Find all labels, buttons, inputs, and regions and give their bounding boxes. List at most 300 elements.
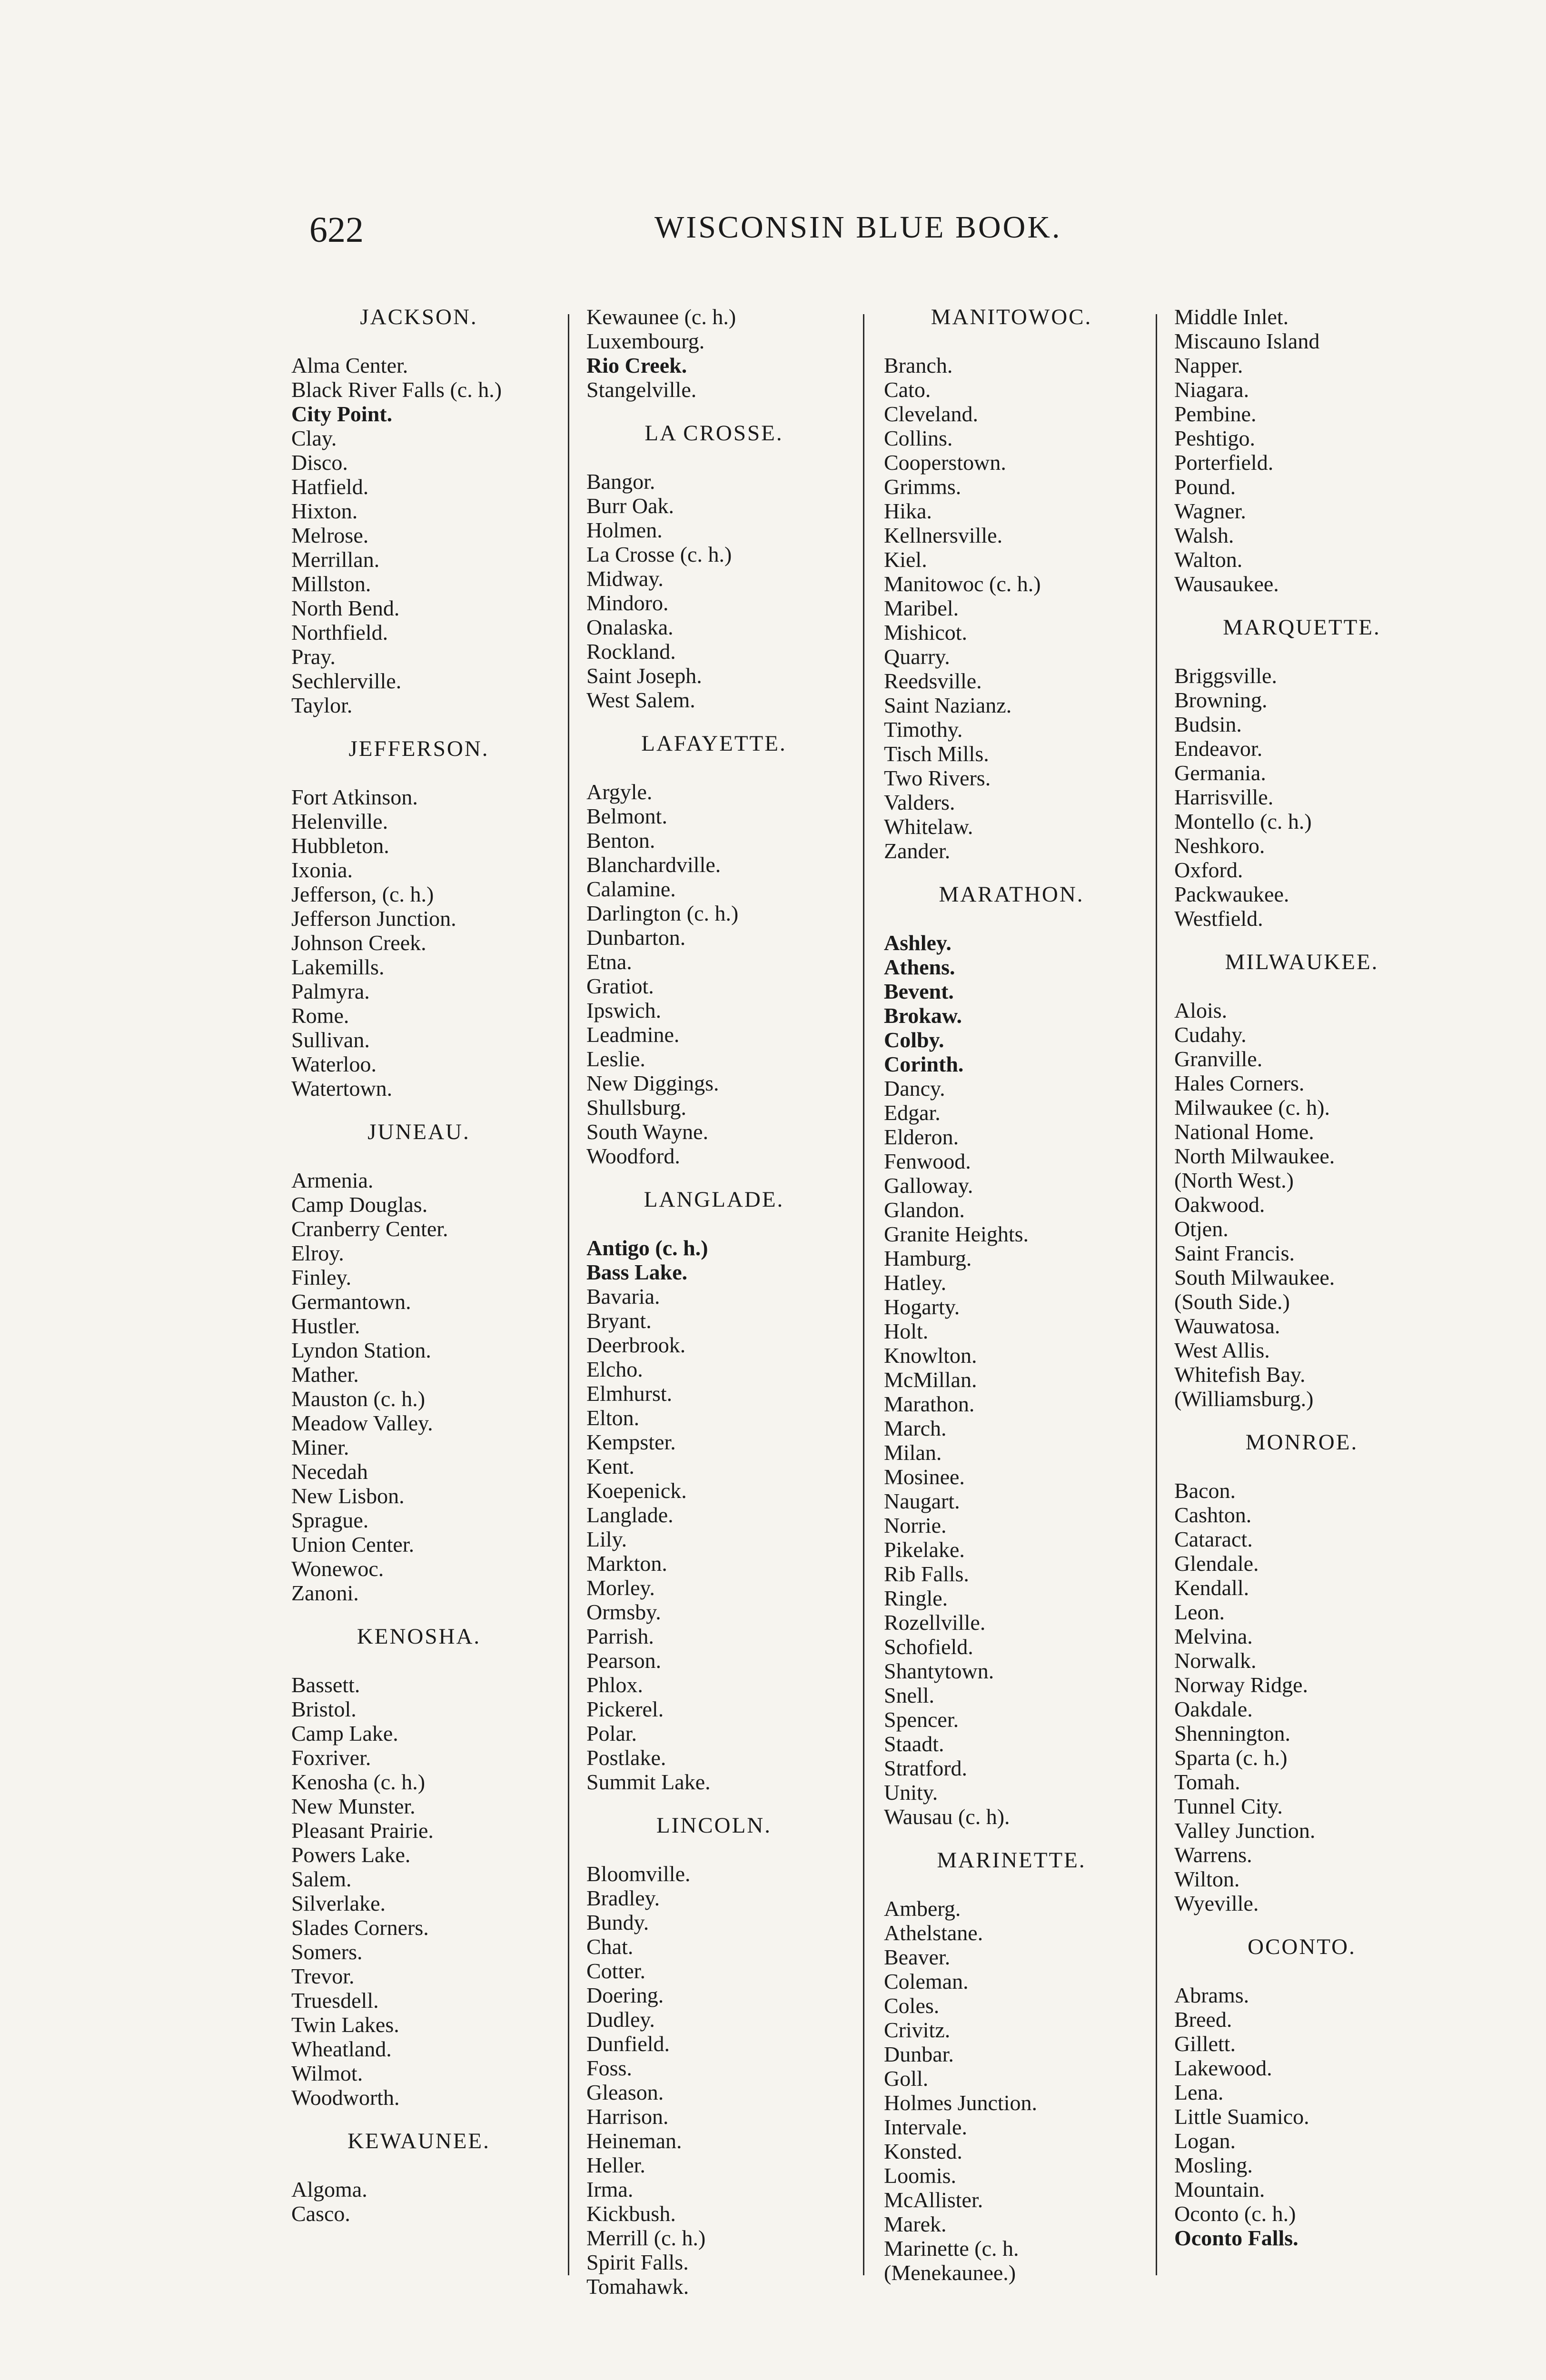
town-entry: Clay. [291, 426, 337, 450]
town-entry: Athens. [884, 955, 955, 979]
town-entry: Argyle. [586, 780, 653, 804]
town-list [286, 785, 566, 1101]
town-entry: Galloway. [884, 1173, 973, 1198]
town-entry: Heller. [586, 2153, 645, 2177]
town-entry: Oconto Falls. [1174, 2226, 1298, 2250]
town-entry: Tomahawk. [586, 2274, 689, 2299]
town-entry: Oxford. [1174, 858, 1243, 882]
town-entry: Marek. [884, 2212, 947, 2236]
town-entry: Cato. [884, 377, 931, 402]
county-heading: LA CROSSE. [644, 421, 783, 446]
town-entry: Melvina. [1174, 1624, 1253, 1648]
town-entry: Granville. [1174, 1047, 1263, 1071]
town-list [1169, 998, 1449, 1411]
town-list [581, 469, 862, 712]
town-entry: Quarry. [884, 645, 950, 669]
town-entry: Leslie. [586, 1047, 645, 1071]
county-heading: LAFAYETTE. [641, 731, 787, 756]
town-entry: Alma Center. [291, 353, 408, 377]
town-entry: Bavaria. [586, 1284, 660, 1309]
county-section [581, 1187, 862, 1794]
town-entry: Tisch Mills. [884, 742, 989, 766]
town-entry: Bassett. [291, 1673, 360, 1697]
town-entry: Pound. [1174, 475, 1236, 499]
town-entry: Brokaw. [884, 1003, 962, 1028]
town-entry: Norwalk. [1174, 1648, 1257, 1673]
town-entry: Antigo (c. h.) [586, 1236, 708, 1260]
town-list [581, 1236, 862, 1794]
town-entry: Lena. [1174, 2080, 1224, 2104]
town-entry: New Munster. [291, 1794, 416, 1818]
county-heading: JEFFERSON. [348, 736, 489, 761]
town-entry: Sparta (c. h.) [1174, 1745, 1288, 1770]
county-heading: JACKSON. [360, 305, 478, 329]
town-entry: Colby. [884, 1028, 944, 1052]
town-entry: Kent. [586, 1454, 634, 1478]
town-entry: Hatley. [884, 1270, 947, 1295]
county-section [1169, 950, 1449, 1411]
town-entry: Norway Ridge. [1174, 1673, 1308, 1697]
town-entry: Napper. [1174, 353, 1243, 377]
town-entry: Wausau (c. h). [884, 1805, 1010, 1829]
town-entry: Powers Lake. [291, 1843, 411, 1867]
town-entry: Irma. [586, 2177, 634, 2202]
town-entry: Bundy. [586, 1910, 649, 1934]
town-entry: Granite Heights. [884, 1222, 1029, 1246]
town-entry: Staadt. [884, 1732, 944, 1756]
town-entry: Corinth. [884, 1052, 964, 1076]
town-entry: Cudahy. [1174, 1022, 1247, 1047]
town-entry: Cranberry Center. [291, 1217, 448, 1241]
town-entry: Wyeville. [1174, 1891, 1259, 1915]
town-entry: Spirit Falls. [586, 2250, 689, 2274]
town-entry: Leadmine. [586, 1022, 680, 1047]
town-entry: Salem. [291, 1867, 352, 1891]
town-entry: South Milwaukee. [1174, 1265, 1335, 1289]
town-entry: Disco. [291, 450, 348, 475]
town-entry: Finley. [291, 1265, 352, 1289]
town-list [878, 353, 1159, 863]
town-entry: Taylor. [291, 693, 353, 717]
town-entry: Schofield. [884, 1635, 973, 1659]
town-entry: Unity. [884, 1780, 938, 1805]
town-entry: Whitefish Bay. [1174, 1362, 1306, 1387]
town-entry: Valley Junction. [1174, 1818, 1316, 1843]
town-list [878, 931, 1159, 1829]
county-section [286, 305, 566, 717]
town-entry: Middle Inlet. [1174, 305, 1289, 329]
town-entry: Manitowoc (c. h.) [884, 572, 1041, 596]
town-entry: Elmhurst. [586, 1381, 673, 1406]
town-entry: Zanoni. [291, 1581, 359, 1605]
county-heading: LINCOLN. [656, 1813, 772, 1838]
town-entry: Branch. [884, 353, 953, 377]
town-entry: Briggsville. [1174, 664, 1277, 688]
town-entry: West Allis. [1174, 1338, 1270, 1362]
town-entry: Lily. [586, 1527, 627, 1551]
town-entry: (South Side.) [1174, 1289, 1290, 1314]
town-entry: Goll. [884, 2066, 929, 2091]
town-entry: Crivitz. [884, 2018, 951, 2042]
town-entry: Sprague. [291, 1508, 369, 1532]
town-entry: Wonewoc. [291, 1557, 384, 1581]
town-entry: Twin Lakes. [291, 2013, 399, 2037]
town-entry: Bryant. [586, 1309, 652, 1333]
town-entry: Kewaunee (c. h.) [586, 305, 736, 329]
town-entry: (Williamsburg.) [1174, 1387, 1314, 1411]
county-section [286, 2129, 566, 2226]
town-entry: Bloomville. [586, 1862, 691, 1886]
town-entry: Pleasant Prairie. [291, 1818, 434, 1843]
town-entry: West Salem. [586, 688, 695, 712]
town-entry: Grimms. [884, 475, 961, 499]
town-entry: Kellnersville. [884, 523, 1003, 547]
town-entry: Jefferson Junction. [291, 906, 456, 931]
town-entry: Walsh. [1174, 523, 1234, 547]
page-number: 622 [309, 210, 364, 250]
town-entry: Deerbrook. [586, 1333, 686, 1357]
town-entry: Milwaukee (c. h). [1174, 1095, 1330, 1120]
town-entry: Holt. [884, 1319, 929, 1343]
town-entry: Belmont. [586, 804, 667, 828]
town-list [1169, 1478, 1449, 1915]
town-entry: Hustler. [291, 1314, 360, 1338]
town-entry: Waterloo. [291, 1052, 377, 1076]
town-entry: Coles. [884, 1993, 940, 2018]
town-list [286, 353, 566, 717]
town-entry: Alois. [1174, 998, 1228, 1022]
town-entry: Zander. [884, 839, 951, 863]
town-entry: Otjen. [1174, 1217, 1229, 1241]
town-entry: Milan. [884, 1440, 942, 1465]
town-entry: Mindoro. [586, 591, 669, 615]
town-entry: Rome. [291, 1003, 349, 1028]
town-list [878, 1896, 1159, 2285]
town-entry: Pray. [291, 645, 336, 669]
town-entry: Tomah. [1174, 1770, 1240, 1794]
town-entry: Camp Lake. [291, 1721, 398, 1745]
town-entry: Necedah [291, 1459, 368, 1484]
town-entry: Ixonia. [291, 858, 353, 882]
county-heading: KENOSHA. [357, 1624, 481, 1649]
town-entry: Snell. [884, 1683, 935, 1707]
town-entry: Ashley. [884, 931, 951, 955]
town-entry: Doering. [586, 1983, 664, 2007]
town-entry: Pickerel. [586, 1697, 664, 1721]
town-entry: Miner. [291, 1435, 349, 1459]
town-entry: Wilmot. [291, 2061, 363, 2085]
town-entry: Bacon. [1174, 1478, 1236, 1503]
county-section [286, 1120, 566, 1605]
town-entry: Postlake. [586, 1745, 666, 1770]
town-entry: Etna. [586, 950, 632, 974]
town-entry: Oakdale. [1174, 1697, 1253, 1721]
town-entry: Blanchardville. [586, 853, 721, 877]
town-entry: Shullsburg. [586, 1095, 687, 1120]
town-entry: Wheatland. [291, 2037, 392, 2061]
town-entry: Dunbar. [884, 2042, 954, 2066]
town-entry: Kendall. [1174, 1576, 1249, 1600]
town-entry: South Wayne. [586, 1120, 709, 1144]
town-entry: Neshkoro. [1174, 833, 1265, 858]
county-heading: MANITOWOC. [931, 305, 1092, 329]
town-entry: Pearson. [586, 1648, 662, 1673]
town-entry: Jefferson, (c. h.) [291, 882, 434, 906]
town-entry: Wagner. [1174, 499, 1246, 523]
town-entry: Two Rivers. [884, 766, 991, 790]
town-entry: Hatfield. [291, 475, 369, 499]
town-entry: Loomis. [884, 2163, 957, 2188]
town-entry: Hika. [884, 499, 932, 523]
town-list [581, 1862, 862, 2299]
town-entry: Elcho. [586, 1357, 643, 1381]
town-entry: Merrillan. [291, 547, 380, 572]
town-entry: Johnson Creek. [291, 931, 426, 955]
town-entry: Kickbush. [586, 2202, 676, 2226]
county-section [581, 421, 862, 712]
town-entry: Onalaska. [586, 615, 674, 639]
town-entry: Elroy. [291, 1241, 344, 1265]
town-entry: Cataract. [1174, 1527, 1253, 1551]
town-entry: Meadow Valley. [291, 1411, 433, 1435]
town-entry: Kempster. [586, 1430, 676, 1454]
town-entry: (North West.) [1174, 1168, 1294, 1192]
town-entry: Bevent. [884, 979, 954, 1003]
town-list [1169, 1983, 1449, 2250]
town-entry: Millston. [291, 572, 371, 596]
town-entry: Markton. [586, 1551, 667, 1576]
town-entry: North Milwaukee. [1174, 1144, 1335, 1168]
page-header [309, 209, 1119, 262]
town-entry: Miscauno Island [1174, 329, 1320, 353]
town-entry: Mosinee. [884, 1465, 965, 1489]
town-entry: Pikelake. [884, 1537, 965, 1562]
town-entry: Saint Nazianz. [884, 693, 1012, 717]
county-heading: MARQUETTE. [1223, 615, 1381, 640]
town-entry: Ormsby. [586, 1600, 661, 1624]
town-entry: Valders. [884, 790, 955, 814]
town-entry: Lakewood. [1174, 2056, 1272, 2080]
town-entry: Knowlton. [884, 1343, 977, 1368]
town-entry: Budsin. [1174, 712, 1242, 736]
town-entry: Cotter. [586, 1959, 645, 1983]
town-entry: Marinette (c. h. [884, 2236, 1019, 2261]
town-entry: Sullivan. [291, 1028, 370, 1052]
town-entry: Browning. [1174, 688, 1268, 712]
town-entry: Trevor. [291, 1964, 355, 1988]
town-entry: Foxriver. [291, 1745, 371, 1770]
town-entry: Hogarty. [884, 1295, 960, 1319]
county-section [286, 1624, 566, 2110]
town-entry: Kiel. [884, 547, 927, 572]
town-list [1169, 305, 1449, 596]
town-entry: Bradley. [586, 1886, 660, 1910]
town-entry: Walton. [1174, 547, 1243, 572]
town-entry: Rio Creek. [586, 353, 687, 377]
town-entry: Packwaukee. [1174, 882, 1289, 906]
town-entry: Abrams. [1174, 1983, 1249, 2007]
town-entry: Luxembourg. [586, 329, 705, 353]
town-entry: Cashton. [1174, 1503, 1252, 1527]
town-entry: Hamburg. [884, 1246, 972, 1270]
town-list [286, 2177, 566, 2226]
town-entry: Logan. [1174, 2129, 1236, 2153]
town-entry: Koepenick. [586, 1478, 687, 1503]
town-entry: Hales Corners. [1174, 1071, 1305, 1095]
town-list [1169, 664, 1449, 931]
town-entry: Armenia. [291, 1168, 374, 1192]
town-entry: Elton. [586, 1406, 640, 1430]
town-entry: Holmes Junction. [884, 2091, 1037, 2115]
directory-columns [286, 305, 1428, 2299]
town-entry: Reedsville. [884, 669, 982, 693]
town-entry: Harrisville. [1174, 785, 1274, 809]
town-entry: Camp Douglas. [291, 1192, 428, 1217]
town-entry: Oakwood. [1174, 1192, 1265, 1217]
town-entry: Porterfield. [1174, 450, 1274, 475]
town-entry: (Menekaunee.) [884, 2261, 1016, 2285]
town-entry: Gillett. [1174, 2032, 1236, 2056]
town-entry: La Crosse (c. h.) [586, 542, 732, 566]
town-entry: Black River Falls (c. h.) [291, 377, 502, 402]
town-entry: Mauston (c. h.) [291, 1387, 426, 1411]
town-entry: Wausaukee. [1174, 572, 1279, 596]
column-divider [863, 314, 864, 2275]
county-section [1169, 615, 1449, 931]
column-1 [286, 305, 566, 2245]
town-entry: Hixton. [291, 499, 358, 523]
town-entry: Intervale. [884, 2115, 967, 2139]
town-entry: Stratford. [884, 1756, 968, 1780]
county-section [878, 1848, 1159, 2285]
town-entry: Fort Atkinson. [291, 785, 418, 809]
town-entry: Konsted. [884, 2139, 962, 2163]
county-heading: MARATHON. [939, 882, 1084, 907]
town-entry: Casco. [291, 2202, 350, 2226]
town-entry: City Point. [291, 402, 393, 426]
town-entry: Merrill (c. h.) [586, 2226, 706, 2250]
county-section [581, 731, 862, 1168]
town-entry: Timothy. [884, 717, 963, 742]
town-entry: Peshtigo. [1174, 426, 1255, 450]
town-entry: Hubbleton. [291, 833, 389, 858]
county-heading: MARINETTE. [937, 1848, 1086, 1873]
town-entry: Oconto (c. h.) [1174, 2202, 1296, 2226]
county-section [1169, 305, 1449, 596]
town-entry: Midway. [586, 566, 664, 591]
town-entry: Rockland. [586, 639, 676, 664]
town-entry: Stangelville. [586, 377, 697, 402]
county-heading: KEWAUNEE. [347, 2129, 490, 2153]
town-entry: Pembine. [1174, 402, 1257, 426]
town-entry: Dunfield. [586, 2032, 670, 2056]
town-entry: Niagara. [1174, 377, 1249, 402]
town-entry: Wauwatosa. [1174, 1314, 1280, 1338]
town-entry: Tunnel City. [1174, 1794, 1283, 1818]
town-entry: March. [884, 1416, 947, 1440]
town-entry: Leon. [1174, 1600, 1225, 1624]
town-entry: Chat. [586, 1934, 634, 1959]
county-heading: MONROE. [1245, 1430, 1358, 1455]
town-entry: New Lisbon. [291, 1484, 405, 1508]
county-section [878, 305, 1159, 863]
town-entry: Shantytown. [884, 1659, 994, 1683]
town-entry: Collins. [884, 426, 953, 450]
town-entry: Spencer. [884, 1707, 959, 1732]
town-entry: Saint Francis. [1174, 1241, 1295, 1265]
town-entry: Dancy. [884, 1076, 945, 1101]
county-section [1169, 1934, 1449, 2250]
town-list [581, 305, 862, 402]
town-entry: Bangor. [586, 469, 655, 494]
town-entry: Mosling. [1174, 2153, 1253, 2177]
town-entry: Watertown. [291, 1076, 393, 1101]
town-entry: Parrish. [586, 1624, 654, 1648]
town-entry: Germantown. [291, 1289, 411, 1314]
town-entry: Woodworth. [291, 2085, 400, 2110]
town-entry: Wilton. [1174, 1867, 1240, 1891]
town-entry: Bristol. [291, 1697, 357, 1721]
town-entry: Melrose. [291, 523, 369, 547]
town-entry: Dunbarton. [586, 925, 686, 950]
town-entry: McAllister. [884, 2188, 983, 2212]
town-list [286, 1168, 566, 1605]
town-entry: Palmyra. [291, 979, 370, 1003]
town-entry: Warrens. [1174, 1843, 1252, 1867]
town-entry: Cleveland. [884, 402, 978, 426]
county-heading: MILWAUKEE. [1225, 950, 1379, 974]
town-entry: Langlade. [586, 1503, 674, 1527]
town-entry: Harrison. [586, 2104, 669, 2129]
town-entry: Silverlake. [291, 1891, 386, 1915]
county-section [286, 736, 566, 1101]
town-entry: Athelstane. [884, 1921, 983, 1945]
town-entry: Gleason. [586, 2080, 664, 2104]
town-entry: Summit Lake. [586, 1770, 711, 1794]
town-entry: Glandon. [884, 1198, 965, 1222]
town-entry: Gratiot. [586, 974, 654, 998]
town-entry: Whitelaw. [884, 814, 973, 839]
town-entry: Cooperstown. [884, 450, 1006, 475]
town-entry: Marathon. [884, 1392, 975, 1416]
town-entry: Phlox. [586, 1673, 643, 1697]
town-entry: Sechlerville. [291, 669, 402, 693]
town-entry: Ipswich. [586, 998, 662, 1022]
town-entry: Somers. [291, 1940, 363, 1964]
column-divider [568, 314, 569, 2275]
town-entry: Naugart. [884, 1489, 960, 1513]
county-section [878, 882, 1159, 1829]
town-entry: Fenwood. [884, 1149, 971, 1173]
column-4 [1169, 305, 1449, 2269]
town-entry: New Diggings. [586, 1071, 719, 1095]
column-3 [878, 305, 1159, 2304]
town-entry: Woodford. [586, 1144, 680, 1168]
town-entry: Rib Falls. [884, 1562, 969, 1586]
county-section [581, 1813, 862, 2299]
town-entry: Germania. [1174, 761, 1266, 785]
town-entry: Westfield. [1174, 906, 1263, 931]
town-entry: Elderon. [884, 1125, 959, 1149]
county-heading: LANGLADE. [644, 1187, 784, 1212]
town-entry: National Home. [1174, 1120, 1314, 1144]
town-entry: Endeavor. [1174, 736, 1263, 761]
county-heading: JUNEAU. [367, 1120, 470, 1144]
town-entry: Dudley. [586, 2007, 655, 2032]
town-entry: Holmen. [586, 518, 663, 542]
town-entry: Saint Joseph. [586, 664, 702, 688]
town-entry: Norrie. [884, 1513, 947, 1537]
